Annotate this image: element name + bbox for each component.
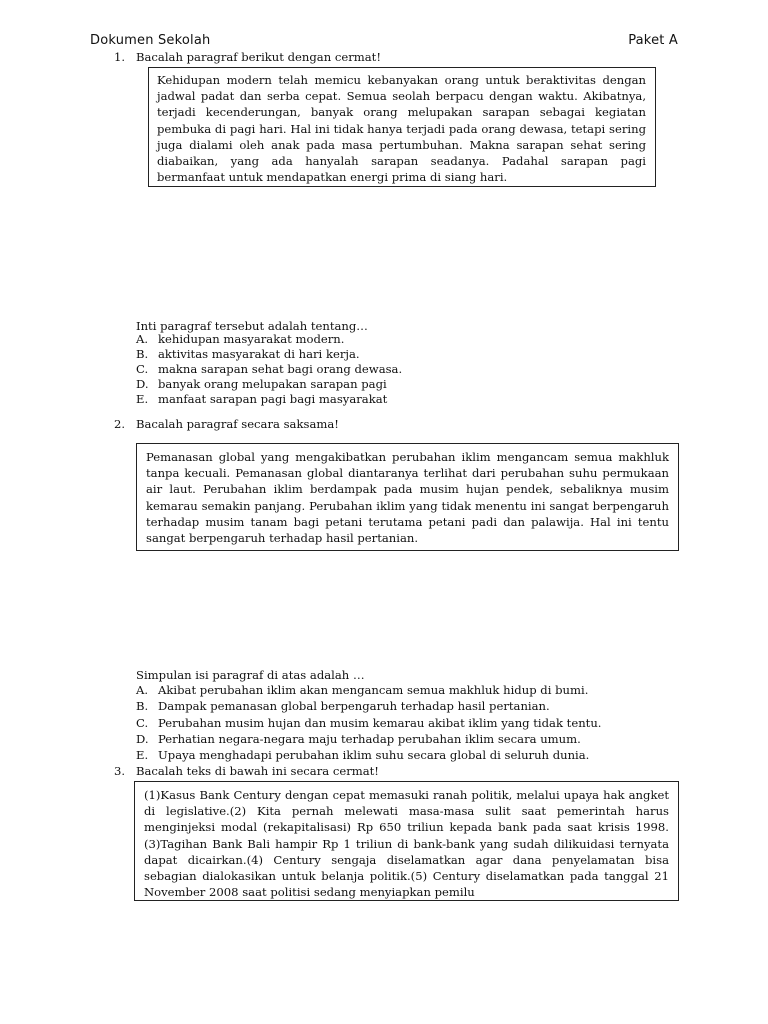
question-2-options <box>136 682 676 763</box>
question-1-options <box>136 332 676 407</box>
option-letter: E. <box>136 392 149 406</box>
option-text: aktivitas masyarakat di hari kerja. <box>158 347 360 361</box>
option-e[interactable] <box>136 747 676 763</box>
document-header-right: Paket A <box>628 33 678 48</box>
option-text: kehidupan masyarakat modern. <box>158 332 345 346</box>
option-letter: B. <box>136 699 149 714</box>
option-text: Perubahan musim hujan dan musim kemarau akibat iklim yang tidak tentu. <box>158 715 602 730</box>
instruction-text: Bacalah paragraf secara saksama! <box>136 417 339 431</box>
instruction-text: Bacalah paragraf berikut dengan cermat! <box>136 50 381 64</box>
option-letter: D. <box>136 377 149 391</box>
option-b[interactable] <box>136 347 676 362</box>
option-letter: A. <box>136 332 149 346</box>
question-2-prompt: Simpulan isi paragraf di atas adalah … <box>136 668 365 682</box>
option-e[interactable] <box>136 392 676 407</box>
question-3-passage: (1)Kasus Bank Century dengan cepat memasuki ranah politik, melalui upaya hak angket di legislative.(2) Kita pernah melewati masa-masa sulit saat pemerintah harus menginjeksi modal (rekapitalisasi) Rp 650 triliun kepada bank pada saat krisis 1998.(3)Tagihan Bank Bali hampir Rp 1 triliun di bank-bank yang sudah dilikuidasi ternyata dapat dicairkan.(4) Century sengaja diselamatkan agar dana penyelamatan bisa sebagian dialokasikan untuk belanja politik.(5) Century diselamatkan pada tanggal 21 November 2008 saat politisi sedang menyiapkan pemilu <box>134 781 679 901</box>
option-letter: C. <box>136 362 149 376</box>
option-letter: A. <box>136 683 149 697</box>
question-1-passage: Kehidupan modern telah memicu kebanyakan orang untuk beraktivitas dengan jadwal padat dan serba cepat. Semua seolah berpacu dengan waktu. Akibatnya, terjadi kecenderungan, banyak orang melupakan sarapan sebagai kegiatan pembuka di pagi hari. Hal ini tidak hanya terjadi pada orang dewasa, tetapi sering juga dialami oleh anak pada masa pertumbuhan. Makna sarapan sehat sering diabaikan, yang ada hanyalah sarapan seadanya. Padahal sarapan pagi bermanfaat untuk mendapatkan energi prima di siang hari. <box>148 67 656 187</box>
question-3-instruction <box>114 763 674 779</box>
option-text: Dampak pemanasan global berpengaruh terhadap hasil pertanian. <box>158 699 550 714</box>
option-text: Akibat perubahan iklim akan mengancam semua makhluk hidup di bumi. <box>158 683 589 697</box>
option-c[interactable] <box>136 715 676 731</box>
option-a[interactable] <box>136 682 676 698</box>
option-d[interactable] <box>136 377 676 392</box>
option-a[interactable] <box>136 332 676 347</box>
option-letter: C. <box>136 715 149 730</box>
question-number: 1. <box>114 50 126 64</box>
question-2-passage: Pemanasan global yang mengakibatkan perubahan iklim mengancam semua makhluk tanpa kecuali. Pemanasan global diantaranya terlihat dari perubahan suhu permukaan air laut. Perubahan iklim berdampak pada musim hujan pendek, sebaliknya musim kemarau semakin panjang. Perubahan iklim yang tidak menentu ini sangat berpengaruh terhadap musim tanam bagi petani terutama petani padi dan palawija. Hal ini tentu sangat berpengaruh terhadap hasil pertanian. <box>136 443 679 551</box>
option-letter: E. <box>136 748 149 763</box>
option-b[interactable] <box>136 698 676 714</box>
option-text: Upaya menghadapi perubahan iklim suhu secara global di seluruh dunia. <box>158 748 590 763</box>
document-header-left: Dokumen Sekolah <box>90 33 211 48</box>
option-text: banyak orang melupakan sarapan pagi <box>158 377 387 391</box>
option-text: Perhatian negara-negara maju terhadap perubahan iklim secara umum. <box>158 731 581 746</box>
option-letter: B. <box>136 347 149 361</box>
instruction-text: Bacalah teks di bawah ini secara cermat! <box>136 764 379 778</box>
option-text: manfaat sarapan pagi bagi masyarakat <box>158 392 388 406</box>
option-c[interactable] <box>136 362 676 377</box>
question-2-instruction <box>114 416 674 432</box>
option-text: makna sarapan sehat bagi orang dewasa. <box>158 362 403 376</box>
question-1-instruction <box>114 49 674 65</box>
option-d[interactable] <box>136 731 676 747</box>
question-number: 2. <box>114 417 126 431</box>
option-letter: D. <box>136 731 149 746</box>
question-1-prompt: Inti paragraf tersebut adalah tentang… <box>136 319 368 333</box>
question-number: 3. <box>114 764 126 778</box>
